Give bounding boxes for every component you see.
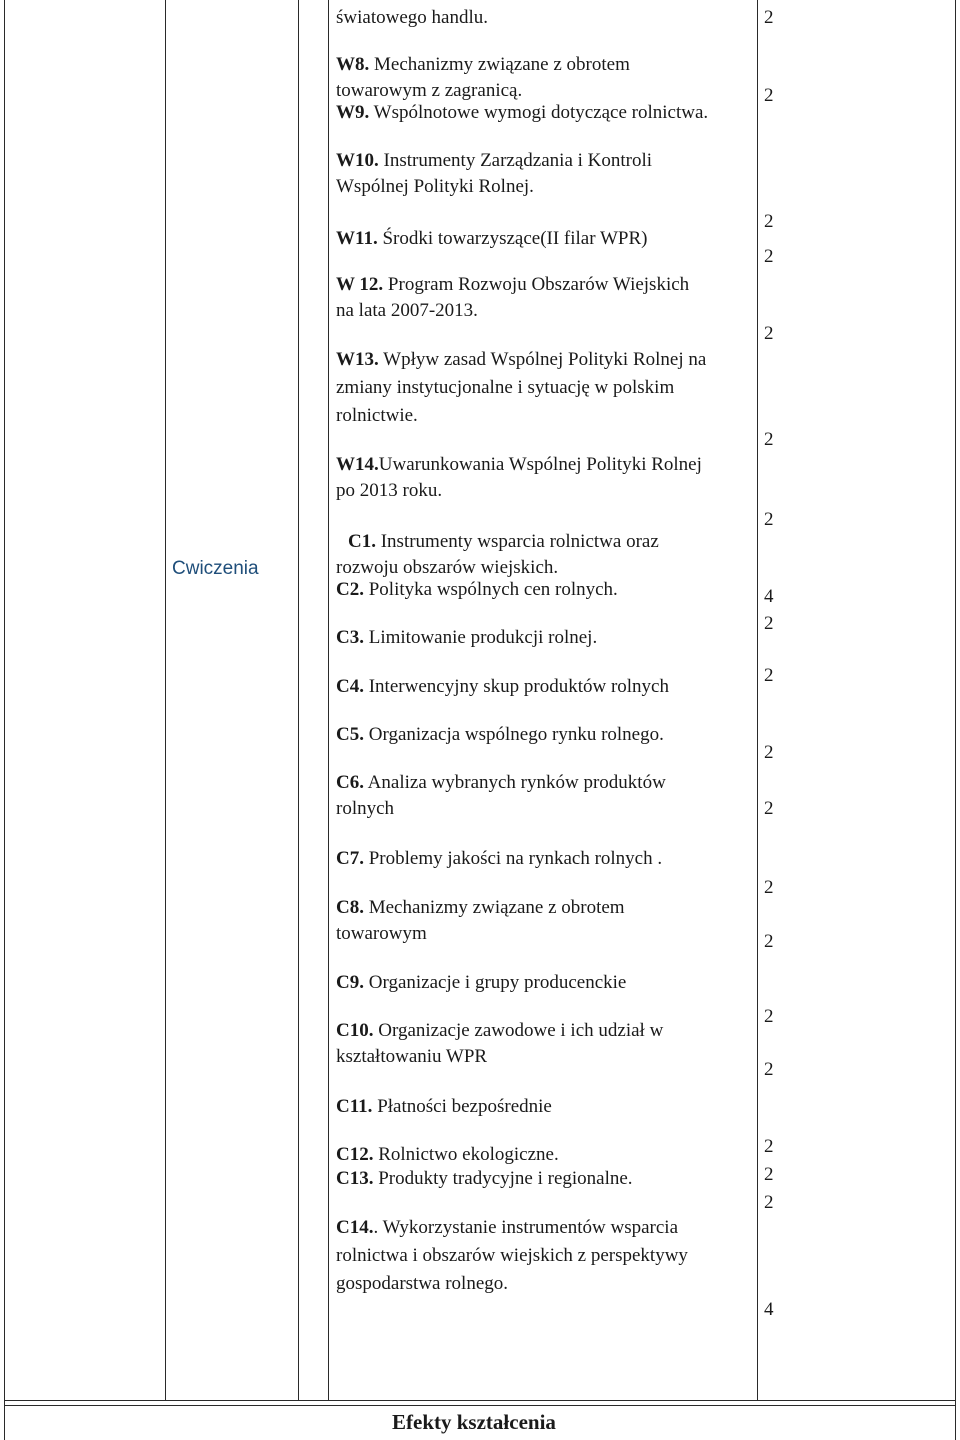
hours-value: 2 [764, 1192, 774, 1213]
topic-line [336, 1143, 559, 1167]
hours-value: 2 [764, 211, 774, 232]
topic-text: rolnictwie. [336, 405, 418, 426]
topic-text: Organizacje zawodowe i ich udział w [373, 1020, 664, 1041]
hours-value: 2 [764, 1136, 774, 1157]
topic-line [336, 1167, 633, 1191]
hours-value: 2 [764, 931, 774, 952]
topic-line [336, 1019, 663, 1043]
topic-text: po 2013 roku. [336, 480, 443, 501]
topic-text: Problemy jakości na rynkach rolnych . [363, 848, 663, 869]
topic-text: Organizacja wspólnego rynku rolnego. [363, 724, 664, 745]
topic-text: Rolnictwo ekologiczne. [373, 1144, 559, 1165]
topic-text: Środki towarzyszące(II filar WPR) [377, 228, 648, 249]
topic-text: rozwoju obszarów wiejskich. [336, 557, 559, 578]
hours-value: 2 [764, 1006, 774, 1027]
topic-line [336, 453, 702, 477]
table-border-left [4, 0, 5, 1440]
topic-line [336, 53, 630, 77]
hours-value: 2 [764, 665, 774, 686]
topic-code: W13. [336, 349, 379, 370]
topic-text: towarowym [336, 923, 427, 944]
column-divider-3 [328, 0, 329, 1400]
hours-value: 2 [764, 1059, 774, 1080]
topic-text: Wpływ zasad Wspólnej Polityki Rolnej na [378, 349, 707, 370]
topic-line [336, 1244, 688, 1268]
topic-line [336, 971, 626, 995]
topic-code: W8. [336, 54, 370, 75]
topic-text: Uwarunkowania Wspólnej Polityki Rolnej [378, 454, 702, 475]
hours-value: 2 [764, 742, 774, 763]
topic-text: Mechanizmy związane z obrotem [369, 54, 630, 75]
topic-text: Produkty tradycyjne i regionalne. [373, 1168, 633, 1189]
topic-code: W10. [336, 150, 379, 171]
topic-text: Instrumenty wsparcia rolnictwa oraz [375, 531, 659, 552]
topic-text: Płatności bezpośrednie [372, 1096, 552, 1117]
topic-line [336, 1216, 678, 1240]
topic-line [336, 175, 534, 199]
topic-line [336, 771, 666, 795]
topic-code: C7. [336, 848, 364, 869]
column-divider-4 [757, 0, 758, 1400]
topic-text: gospodarstwa rolnego. [336, 1273, 509, 1294]
topic-line [336, 556, 558, 580]
topic-line [336, 1095, 552, 1119]
topic-line [336, 847, 662, 871]
hours-value: 2 [764, 429, 774, 450]
topic-line [336, 227, 647, 251]
hours-value: 2 [764, 85, 774, 106]
column-divider-2 [298, 0, 299, 1400]
topic-text: . Wykorzystanie instrumentów wsparcia [373, 1217, 679, 1238]
topic-line [336, 896, 625, 920]
topic-code: C14. [336, 1217, 374, 1238]
topic-text: Analiza wybranych rynków produktów [363, 772, 666, 793]
topic-code: W9. [336, 102, 370, 123]
topic-text: Polityka wspólnych cen rolnych. [363, 579, 618, 600]
hours-value: 4 [764, 1299, 774, 1320]
hours-value: 2 [764, 509, 774, 530]
topic-line [336, 922, 427, 946]
topic-line [336, 723, 664, 747]
hours-value: 2 [764, 323, 774, 344]
topic-text: rolnictwa i obszarów wiejskich z perspektywy [336, 1245, 688, 1266]
column-divider-1 [165, 0, 166, 1400]
topic-code: C5. [336, 724, 364, 745]
topic-code: C12. [336, 1144, 374, 1165]
topic-line [336, 149, 652, 173]
topic-line [336, 348, 706, 372]
hours-value: 2 [764, 613, 774, 634]
topic-code: C6. [336, 772, 364, 793]
topic-line [348, 530, 659, 554]
hours-value: 2 [764, 246, 774, 267]
hours-value: 2 [764, 1164, 774, 1185]
topic-line [336, 1272, 508, 1296]
topic-code: C1. [348, 531, 376, 552]
topic-text: Organizacje i grupy producenckie [363, 972, 627, 993]
topic-code: C2. [336, 579, 364, 600]
category-label: Cwiczenia [172, 558, 259, 579]
topic-line [336, 675, 669, 699]
topic-text: Wspólnotowe wymogi dotyczące rolnictwa. [369, 102, 709, 123]
hours-value: 2 [764, 877, 774, 898]
row-divider-2 [4, 1405, 956, 1406]
topic-line [336, 376, 674, 400]
topic-code: C9. [336, 972, 364, 993]
topic-code: C4. [336, 676, 364, 697]
topic-line [336, 578, 618, 602]
topic-code: W11. [336, 228, 378, 249]
topic-text: na lata 2007-2013. [336, 300, 478, 321]
topic-text: kształtowaniu WPR [336, 1046, 488, 1067]
topic-line [336, 79, 522, 103]
topic-text: Wspólnej Polityki Rolnej. [336, 176, 534, 197]
topic-code: C3. [336, 627, 364, 648]
topic-code: W 12. [336, 274, 384, 295]
section-heading-efekty: Efekty kształcenia [392, 1410, 556, 1434]
topic-line [336, 797, 394, 821]
topic-line [336, 6, 488, 30]
topic-text: Interwencyjny skup produktów rolnych [363, 676, 669, 697]
topic-line [336, 479, 442, 503]
topic-text: Program Rozwoju Obszarów Wiejskich [383, 274, 690, 295]
hours-value: 2 [764, 798, 774, 819]
topic-line [336, 626, 597, 650]
topic-code: W14. [336, 454, 379, 475]
topic-line [336, 299, 478, 323]
topic-code: C13. [336, 1168, 374, 1189]
table-border-right [955, 0, 956, 1440]
topic-code: C10. [336, 1020, 374, 1041]
topic-text: towarowym z zagranicą. [336, 80, 523, 101]
topic-line [336, 101, 708, 125]
topic-text: zmiany instytucjonalne i sytuację w polskim [336, 377, 675, 398]
topic-line [336, 273, 689, 297]
hours-value: 4 [764, 586, 774, 607]
topic-text: Mechanizmy związane z obrotem [363, 897, 625, 918]
topic-text: Instrumenty Zarządzania i Kontroli [378, 150, 653, 171]
row-divider [4, 1400, 956, 1401]
topic-code: C8. [336, 897, 364, 918]
topic-line [336, 1045, 487, 1069]
topic-code: C11. [336, 1096, 373, 1117]
topic-text: rolnych [336, 798, 395, 819]
hours-value: 2 [764, 7, 774, 28]
topic-text: światowego handlu. [336, 7, 488, 28]
topic-line [336, 404, 418, 428]
topic-text: Limitowanie produkcji rolnej. [363, 627, 598, 648]
